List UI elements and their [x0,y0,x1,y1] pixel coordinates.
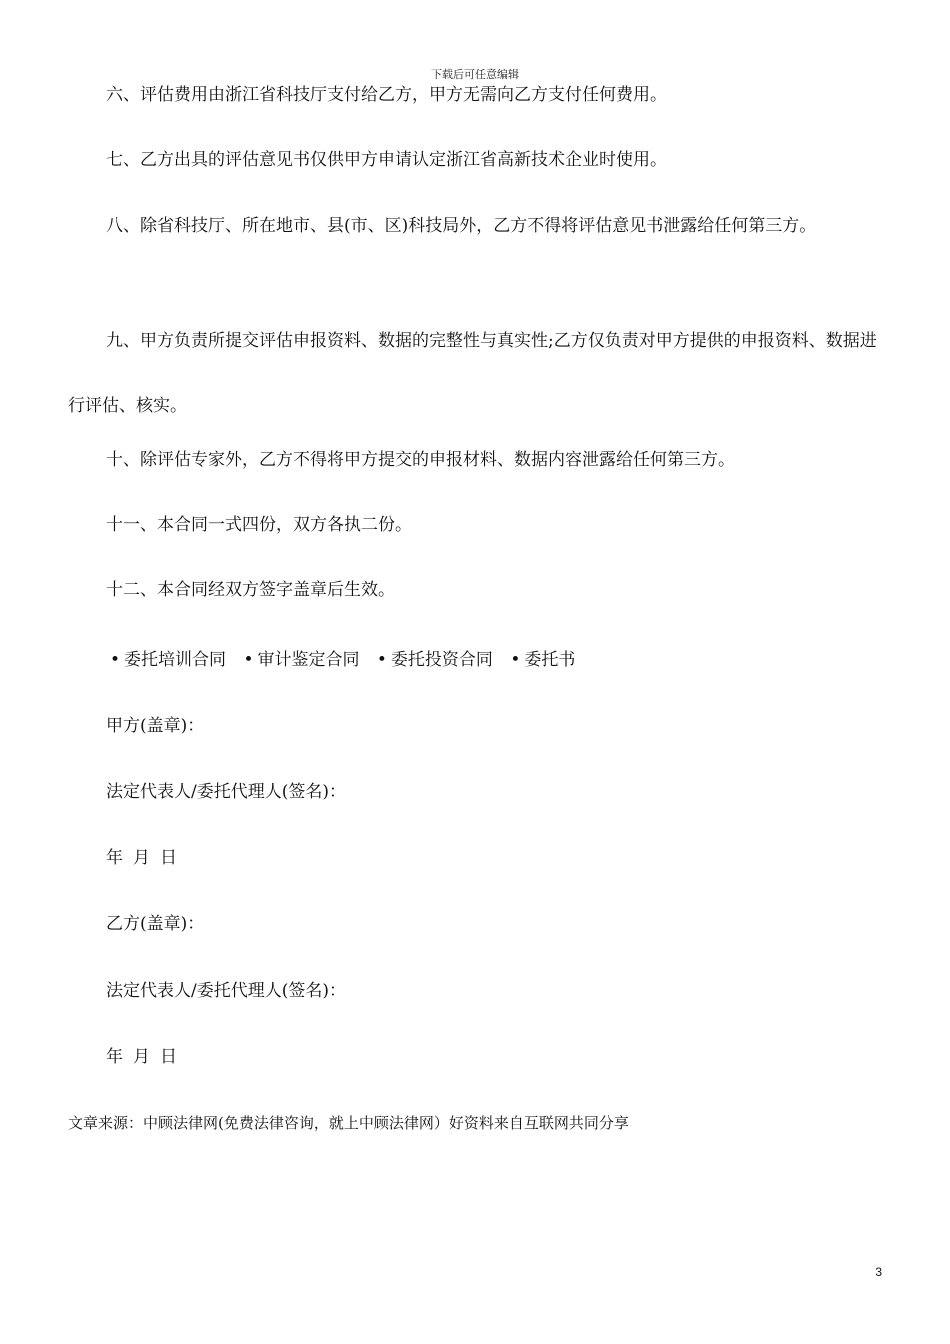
clause-7: 七、乙方出具的评估意见书仅供甲方申请认定浙江省高新技术企业时使用。 [106,150,667,170]
related-links [110,648,587,672]
date-month: 月 [133,1047,150,1067]
date-day: 日 [160,848,177,868]
bullet-icon: • [376,650,387,670]
clause-8: 八、除省科技厅、所在地市、县(市、区)科技局外，乙方不得将评估意见书泄露给任何第三方。 [106,216,817,236]
clause-12: 十二、本合同经双方签字盖章后生效。 [106,580,395,600]
party-b-seal: 乙方(盖章)： [106,914,205,934]
page-number: 3 [875,1265,882,1279]
bullet-icon: • [110,650,121,670]
clause-9: 九、甲方负责所提交评估申报资料、数据的完整性与真实性;乙方仅负责对甲方提供的申报资料、数据进行评估、核实。 [68,331,877,416]
date-year: 年 [106,1047,123,1067]
clause-11: 十一、本合同一式四份，双方各执二份。 [106,515,412,535]
bullet-icon: • [243,650,254,670]
related-link-3[interactable]: • 委托投资合同 [376,650,493,670]
party-a-date [106,846,187,870]
header-note: 下载后可任意编辑 [431,68,519,81]
date-month: 月 [133,848,150,868]
clause-10: 十、除评估专家外，乙方不得将甲方提交的申报材料、数据内容泄露给任何第三方。 [106,450,735,470]
related-link-1[interactable]: • 委托培训合同 [110,650,227,670]
clause-6: 六、评估费用由浙江省科技厅支付给乙方，甲方无需向乙方支付任何费用。 [106,85,667,105]
bullet-icon: • [510,650,521,670]
party-a-representative: 法定代表人/委托代理人(签名)： [106,782,346,802]
related-link-2[interactable]: • 审计鉴定合同 [243,650,360,670]
source-note: 文章来源：中顾法律网(免费法律咨询，就上中顾法律网）好资料来自互联网共同分享 [68,1114,629,1132]
related-link-4[interactable]: • 委托书 [510,650,576,670]
party-b-representative: 法定代表人/委托代理人(签名)： [106,981,346,1001]
party-a-seal: 甲方(盖章)： [106,716,205,736]
date-day: 日 [160,1047,177,1067]
date-year: 年 [106,848,123,868]
party-b-date [106,1045,187,1069]
